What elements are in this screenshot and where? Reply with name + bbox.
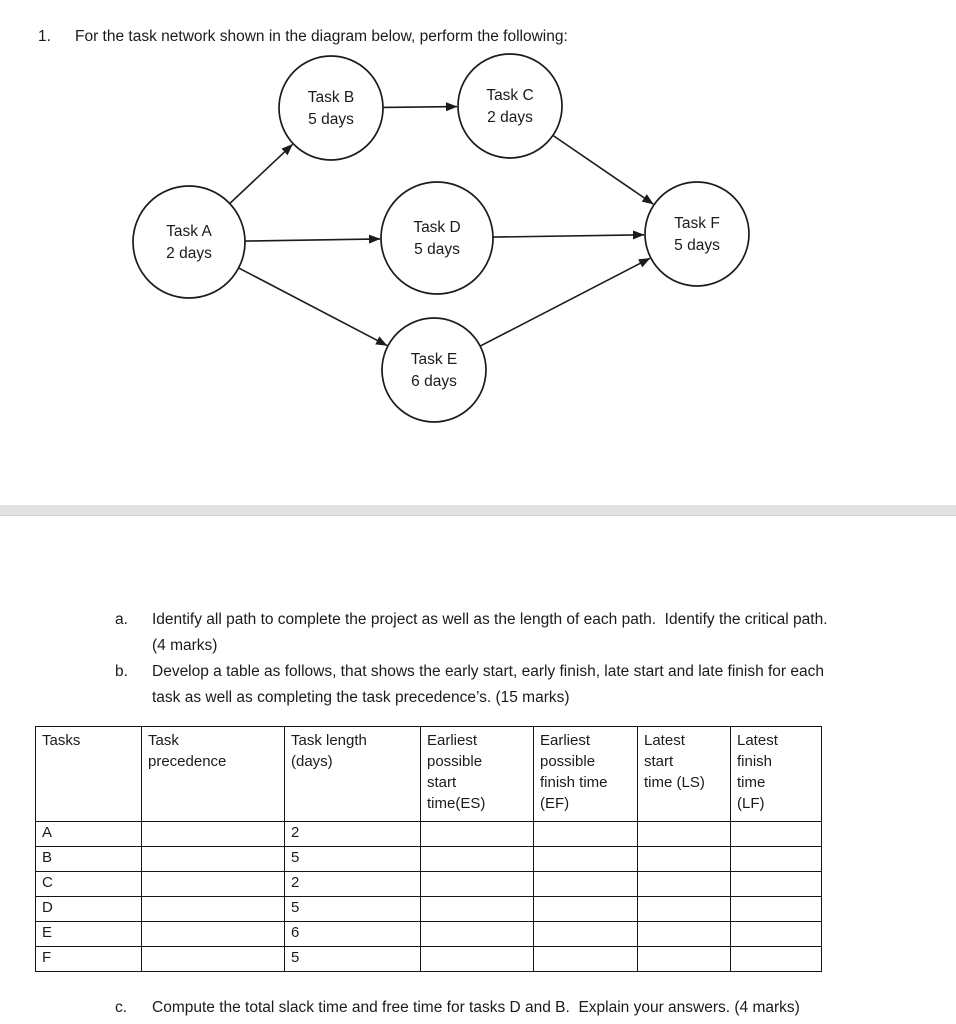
node-circle — [458, 54, 562, 158]
table-cell — [638, 822, 731, 847]
node-title: Task A — [166, 223, 212, 240]
edge-e-to-f — [480, 258, 650, 346]
item-text-line: Compute the total slack time and free time for tasks D and B. Explain your answers. (4 marks) — [152, 999, 800, 1016]
table-cell: C — [36, 872, 142, 897]
column-header-line: Earliest — [540, 732, 591, 749]
edge-a-to-b — [230, 144, 293, 203]
table-cell — [534, 897, 638, 922]
column-header-0 — [36, 727, 142, 822]
column-header-line: time (LS) — [644, 774, 705, 791]
node-title: Task E — [410, 351, 458, 368]
column-header-line: Task length — [291, 732, 367, 749]
table-cell — [731, 847, 822, 872]
table-cell — [421, 872, 534, 897]
table-cell — [638, 897, 731, 922]
node-circle — [382, 318, 486, 422]
column-header-line: Latest — [737, 732, 778, 749]
column-header-line: Task — [148, 732, 179, 749]
column-header-line: finish — [737, 753, 773, 770]
column-header-1 — [142, 727, 285, 822]
table-cell — [638, 947, 731, 972]
node-duration: 5 days — [414, 241, 460, 258]
table-cell — [638, 872, 731, 897]
column-header-line: start — [427, 774, 457, 791]
table-cell — [731, 872, 822, 897]
table-row-task-f — [36, 947, 822, 972]
table-cell — [534, 872, 638, 897]
column-header-line: finish time — [540, 774, 608, 791]
column-header-4 — [534, 727, 638, 822]
table-cell: E — [36, 922, 142, 947]
node-task-f — [645, 182, 749, 286]
question-item-c — [115, 995, 947, 1021]
table-cell — [142, 872, 285, 897]
table-cell — [731, 822, 822, 847]
table-cell: B — [36, 847, 142, 872]
column-header-line: Earliest — [427, 732, 478, 749]
question-title-text: For the task network shown in the diagram below, perform the following: — [75, 28, 568, 45]
node-duration: 6 days — [411, 373, 457, 390]
table-cell — [142, 922, 285, 947]
table-cell — [421, 947, 534, 972]
node-circle — [381, 182, 493, 294]
edge-a-to-d — [245, 239, 380, 241]
node-circle — [645, 182, 749, 286]
node-task-a — [133, 186, 245, 298]
question-item-a — [115, 607, 947, 659]
table-cell — [638, 922, 731, 947]
table-row-task-c — [36, 872, 822, 897]
table-cell: D — [36, 897, 142, 922]
node-circle — [133, 186, 245, 298]
table-cell: 5 — [285, 847, 421, 872]
table-cell — [731, 922, 822, 947]
table-cell — [731, 947, 822, 972]
table-cell — [142, 947, 285, 972]
table-cell — [142, 847, 285, 872]
table-cell — [421, 847, 534, 872]
node-task-c — [458, 54, 562, 158]
item-text-line: task as well as completing the task precedence’s. (15 marks) — [152, 689, 570, 706]
edge-b-to-c — [383, 107, 457, 108]
table-row-task-b — [36, 847, 822, 872]
question-number: 1. — [38, 28, 51, 45]
table-cell — [638, 847, 731, 872]
column-header-line: precedence — [148, 753, 227, 770]
table-cell — [421, 897, 534, 922]
item-text-line: Identify all path to complete the project as well as the length of each path. Identify the critical path. — [152, 611, 828, 628]
table-cell — [534, 947, 638, 972]
node-title: Task F — [674, 215, 720, 232]
item-label: c. — [115, 999, 128, 1016]
table-cell: 5 — [285, 897, 421, 922]
table-header-row — [36, 727, 822, 822]
table-cell — [731, 897, 822, 922]
column-header-line: Latest — [644, 732, 685, 749]
column-header-line: start — [644, 753, 674, 770]
node-duration: 2 days — [487, 109, 533, 126]
column-header-line: (days) — [291, 753, 333, 770]
item-text-line: Develop a table as follows, that shows the early start, early finish, late start and late finish for each — [152, 663, 825, 680]
column-header-line: (LF) — [737, 795, 765, 812]
table-row-task-e — [36, 922, 822, 947]
table-cell — [534, 847, 638, 872]
node-task-d — [381, 182, 493, 294]
column-header-line: (EF) — [540, 795, 570, 812]
edge-a-to-e — [239, 268, 387, 346]
table-cell — [142, 822, 285, 847]
node-duration: 2 days — [166, 245, 212, 262]
table-cell — [534, 822, 638, 847]
question-item-c-block — [115, 995, 947, 1021]
node-title: Task C — [486, 87, 534, 104]
node-title: Task D — [413, 219, 461, 236]
table-cell: 2 — [285, 822, 421, 847]
section-divider — [0, 505, 956, 516]
table-cell — [421, 922, 534, 947]
edge-d-to-f — [493, 235, 644, 237]
task-network-diagram — [0, 0, 956, 480]
table-cell — [421, 822, 534, 847]
node-task-b — [279, 56, 383, 160]
table-row-task-a — [36, 822, 822, 847]
column-header-5 — [638, 727, 731, 822]
question-item-b — [115, 659, 947, 711]
column-header-line: Tasks — [42, 732, 81, 749]
edge-c-to-f — [553, 135, 653, 204]
item-label: a. — [115, 611, 128, 628]
task-analysis-table — [35, 726, 822, 972]
table-cell: A — [36, 822, 142, 847]
node-title: Task B — [307, 89, 355, 106]
column-header-line: time(ES) — [427, 795, 486, 812]
item-label: b. — [115, 663, 128, 680]
column-header-6 — [731, 727, 822, 822]
table-cell: 6 — [285, 922, 421, 947]
column-header-line: time — [737, 774, 766, 791]
question-items — [115, 607, 947, 711]
item-text-line: (4 marks) — [152, 637, 218, 654]
table-cell: 2 — [285, 872, 421, 897]
column-header-line: possible — [427, 753, 483, 770]
table-cell: 5 — [285, 947, 421, 972]
column-header-3 — [421, 727, 534, 822]
node-duration: 5 days — [674, 237, 720, 254]
table-cell — [142, 897, 285, 922]
node-circle — [279, 56, 383, 160]
table-cell — [534, 922, 638, 947]
node-task-e — [382, 318, 486, 422]
table-row-task-d — [36, 897, 822, 922]
table-cell: F — [36, 947, 142, 972]
column-header-line: possible — [540, 753, 596, 770]
column-header-2 — [285, 727, 421, 822]
node-duration: 5 days — [308, 111, 354, 128]
